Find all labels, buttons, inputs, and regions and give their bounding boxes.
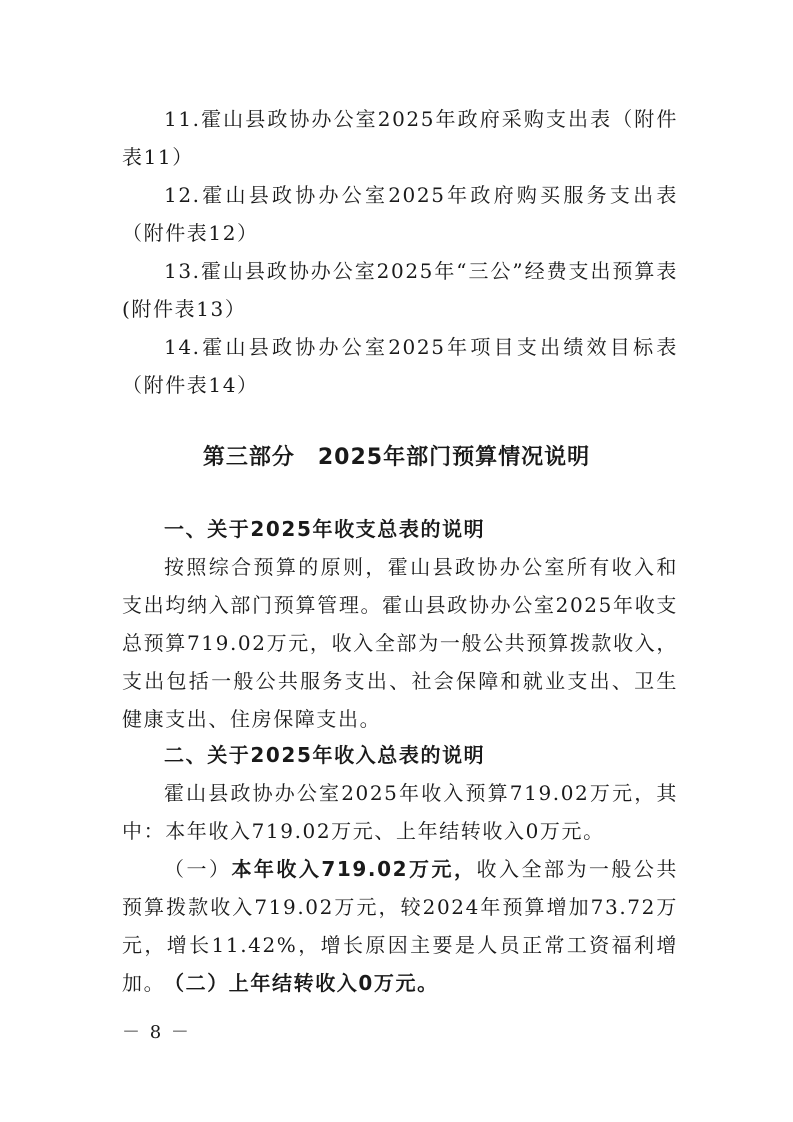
section-2-heading: 二、关于2025年收入总表的说明 (164, 743, 486, 767)
attachment-item-11: 11.霍山县政协办公室2025年政府采购支出表（附件表11） (122, 107, 678, 169)
page-number: － 8 － (122, 1022, 191, 1043)
item-1-prefix: （一） (164, 857, 232, 881)
item-1-bold-text: 本年收入719.02万元， (231, 857, 477, 881)
section-1-heading: 一、关于2025年收支总表的说明 (164, 517, 486, 541)
item-1-text: 收入全部为一般公共预算拨款收入719.02万元，较2024年预算增加73.72万元，增长11.42%，增长原因主要是人员正常工资福利增加。 (122, 857, 678, 995)
attachment-item-13: 13.霍山县政协办公室2025年“三公”经费支出预算表(附件表13） (122, 259, 678, 321)
attachment-item-12: 12.霍山县政协办公室2025年政府购买服务支出表（附件表12） (122, 183, 678, 245)
section-1-body: 按照综合预算的原则，霍山县政协办公室所有收入和支出均纳入部门预算管理。霍山县政协办公室2025年收支总预算719.02万元，收入全部为一般公共预算拨款收入，支出包括一般公共服务支出、社会保障和就业支出、卫生健康支出、住房保障支出。 (122, 555, 678, 731)
section-2-item-2: （二）上年结转收入0万元。 (164, 971, 439, 995)
section-2-body: 霍山县政协办公室2025年收入预算719.02万元，其中：本年收入719.02万元、上年结转收入0万元。 (122, 781, 678, 843)
part-title: 第三部分 2025年部门预算情况说明 (202, 445, 591, 470)
attachment-item-14: 14.霍山县政协办公室2025年项目支出绩效目标表（附件表14） (122, 335, 678, 397)
